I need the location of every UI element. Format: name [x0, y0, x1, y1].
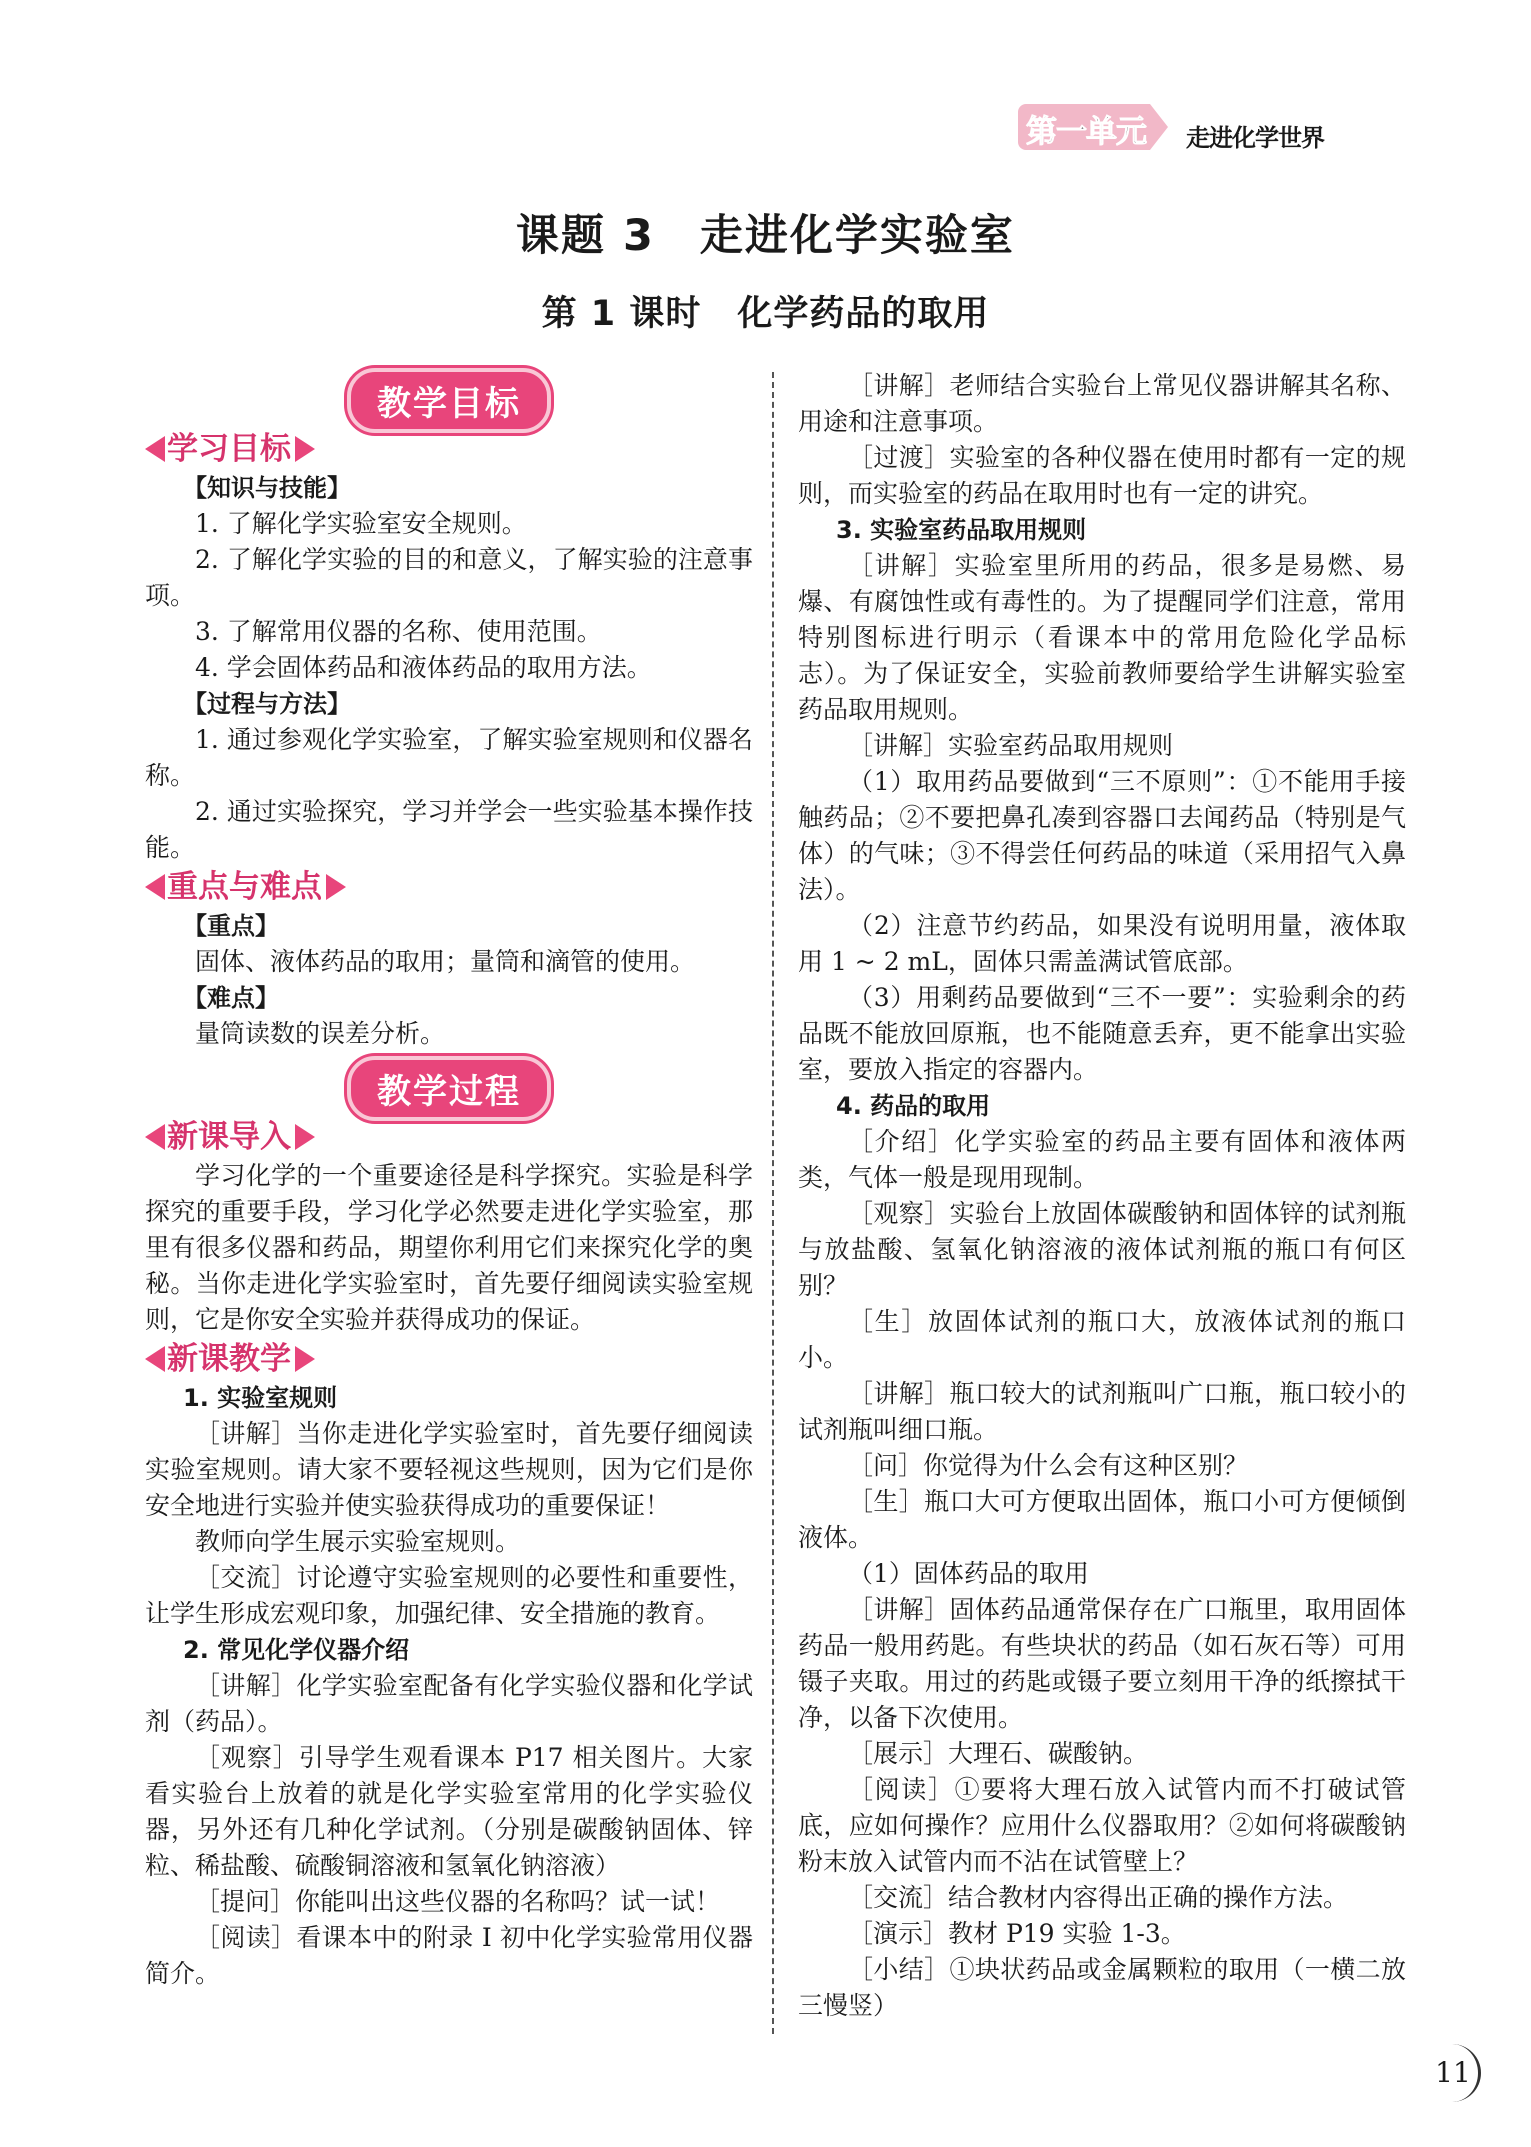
- process-pill: 教学过程: [347, 1056, 551, 1121]
- paragraph: ［观察］实验台上放固体碳酸钠和固体锌的试剂瓶与放盐酸、氢氧化钠溶液的液体试剂瓶的瓶口有何区别？: [798, 1199, 1406, 1300]
- paragraph: 3. 了解常用仪器的名称、使用范围。: [195, 617, 602, 646]
- section-label: 重点与难点: [167, 869, 322, 905]
- paragraph: （2）注意节约药品，如果没有说明用量，液体取用 1 ~ 2 mL，固体只需盖满试管底部。: [798, 911, 1406, 976]
- paragraph: 2. 通过实验探究，学习并学会一些实验基本操作技能。: [145, 797, 753, 862]
- paragraph: 教师向学生展示实验室规则。: [195, 1527, 521, 1556]
- item-title: 2. 常见化学仪器介绍: [183, 1636, 410, 1664]
- paragraph: 2. 了解化学实验的目的和意义，了解实验的注意事项。: [145, 545, 753, 610]
- process-banner: [145, 1056, 753, 1116]
- paragraph: ［过渡］实验室的各种仪器在使用时都有一定的规则，而实验室的药品在取用时也有一定的讲究。: [798, 443, 1406, 508]
- triangle-left-icon: [145, 1346, 165, 1372]
- subheading-key: 【重点】: [183, 912, 279, 940]
- paragraph: ［讲解］当你走进化学实验室时，首先要仔细阅读实验室规则。请大家不要轻视这些规则，因为它们是你安全地进行实验并使实验获得成功的重要保证！: [145, 1419, 753, 1520]
- paragraph: ［小结］①块状药品或金属颗粒的取用（一横二放三慢竖）: [798, 1955, 1406, 2020]
- paragraph: ［讲解］瓶口较大的试剂瓶叫广口瓶，瓶口较小的试剂瓶叫细口瓶。: [798, 1379, 1406, 1444]
- unit-subtitle: 走进化学世界: [1186, 124, 1324, 152]
- section-label: 新课导入: [167, 1119, 291, 1155]
- section-label: 新课教学: [167, 1341, 291, 1377]
- objectives-banner: [145, 368, 753, 428]
- triangle-right-icon: [295, 1124, 315, 1150]
- paragraph: ［介绍］化学实验室的药品主要有固体和液体两类，气体一般是现用现制。: [798, 1127, 1406, 1192]
- paragraph: ［阅读］①要将大理石放入试管内而不打破试管底，应如何操作？应用什么仪器取用？②如何将碳酸钠粉末放入试管内而不沾在试管壁上？: [798, 1775, 1406, 1876]
- paragraph: ［讲解］实验室药品取用规则: [848, 731, 1174, 760]
- paragraph: （3）用剩药品要做到“三不一要”：实验剩余的药品既不能放回原瓶，也不能随意丢弃，更不能拿出实验室，要放入指定的容器内。: [798, 983, 1406, 1084]
- item-title: 3. 实验室药品取用规则: [836, 516, 1087, 544]
- section-teaching: [145, 1338, 753, 1380]
- left-column: [145, 368, 753, 1992]
- paragraph: ［展示］大理石、碳酸钠。: [848, 1739, 1149, 1768]
- subheading-process: 【过程与方法】: [183, 690, 351, 718]
- unit-tag-label: 第一单元: [1026, 114, 1146, 150]
- triangle-right-icon: [326, 874, 346, 900]
- paragraph: 4. 学会固体药品和液体药品的取用方法。: [195, 653, 652, 682]
- item-title: 1. 实验室规则: [183, 1384, 338, 1412]
- paragraph: ［交流］结合教材内容得出正确的操作方法。: [848, 1883, 1349, 1912]
- paragraph: ［生］放固体试剂的瓶口大，放液体试剂的瓶口小。: [798, 1307, 1406, 1372]
- paragraph: （1）固体药品的取用: [848, 1559, 1089, 1588]
- paragraph: ［演示］教材 P19 实验 1-3。: [848, 1919, 1186, 1948]
- triangle-right-icon: [295, 436, 315, 462]
- paragraph: 学习化学的一个重要途径是科学探究。实验是科学探究的重要手段，学习化学必然要走进化学实验室，那里有很多仪器和药品，期望你利用它们来探究化学的奥秘。当你走进化学实验室时，首先要仔细阅读实验室规则，它是你安全实验并获得成功的保证。: [145, 1161, 753, 1334]
- subheading-difficult: 【难点】: [183, 984, 279, 1012]
- right-column: [798, 368, 1406, 2024]
- paragraph: 1. 通过参观化学实验室，了解实验室规则和仪器名称。: [145, 725, 753, 790]
- paragraph: 固体、液体药品的取用；量筒和滴管的使用。: [195, 947, 696, 976]
- section-learning-goals: [145, 428, 753, 470]
- paragraph: （1）取用药品要做到“三不原则”：①不能用手接触药品；②不要把鼻孔凑到容器口去闻药品（特别是气体）的气味；③不得尝任何药品的味道（采用招气入鼻法）。: [798, 767, 1406, 904]
- triangle-left-icon: [145, 1124, 165, 1150]
- paragraph: ［讲解］实验室里所用的药品，很多是易燃、易爆、有腐蚀性或有毒性的。为了提醒同学们注意，常用特别图标进行明示（看课本中的常用危险化学品标志）。为了保证安全，实验前教师要给学生讲解实验室药品取用规则。: [798, 551, 1406, 724]
- paragraph: 1. 了解化学实验室安全规则。: [195, 509, 527, 538]
- page-number: 11: [1435, 2056, 1471, 2089]
- item-title: 4. 药品的取用: [836, 1092, 991, 1120]
- paragraph: ［观察］引导学生观看课本 P17 相关图片。大家看实验台上放着的就是化学实验室常用的化学实验仪器，另外还有几种化学试剂。（分别是碳酸钠固体、锌粒、稀盐酸、硫酸铜溶液和氢氧化钠溶液）: [145, 1743, 753, 1880]
- triangle-left-icon: [145, 436, 165, 462]
- lesson-title: 第 1 课时 化学药品的取用: [541, 294, 990, 334]
- paragraph: ［生］瓶口大可方便取出固体，瓶口小可方便倾倒液体。: [798, 1487, 1406, 1552]
- triangle-left-icon: [145, 874, 165, 900]
- paragraph: ［交流］讨论遵守实验室规则的必要性和重要性，让学生形成宏观印象，加强纪律、安全措施的教育。: [145, 1563, 753, 1628]
- triangle-right-icon: [295, 1346, 315, 1372]
- paragraph: ［阅读］看课本中的附录 I 初中化学实验常用仪器简介。: [145, 1923, 753, 1988]
- objectives-pill: 教学目标: [347, 368, 551, 433]
- section-label: 学习目标: [167, 431, 291, 467]
- unit-header: [1018, 104, 1378, 152]
- section-key-points: [145, 866, 753, 908]
- paragraph: ［讲解］固体药品通常保存在广口瓶里，取用固体药品一般用药匙。有些块状的药品（如石灰石等）可用镊子夹取。用过的药匙或镊子要立刻用干净的纸擦拭干净，以备下次使用。: [798, 1595, 1406, 1732]
- paragraph: 量筒读数的误差分析。: [195, 1019, 446, 1048]
- paragraph: ［讲解］老师结合实验台上常见仪器讲解其名称、用途和注意事项。: [798, 371, 1406, 436]
- paragraph: ［讲解］化学实验室配备有化学实验仪器和化学试剂（药品）。: [145, 1671, 753, 1736]
- column-divider: [772, 372, 774, 2034]
- paragraph: ［提问］你能叫出这些仪器的名称吗？试一试！: [195, 1887, 721, 1916]
- section-intro: [145, 1116, 753, 1158]
- topic-title: 课题 3 走进化学实验室: [516, 211, 1015, 261]
- paragraph: ［问］你觉得为什么会有这种区别？: [848, 1451, 1249, 1480]
- subheading-knowledge: 【知识与技能】: [183, 474, 351, 502]
